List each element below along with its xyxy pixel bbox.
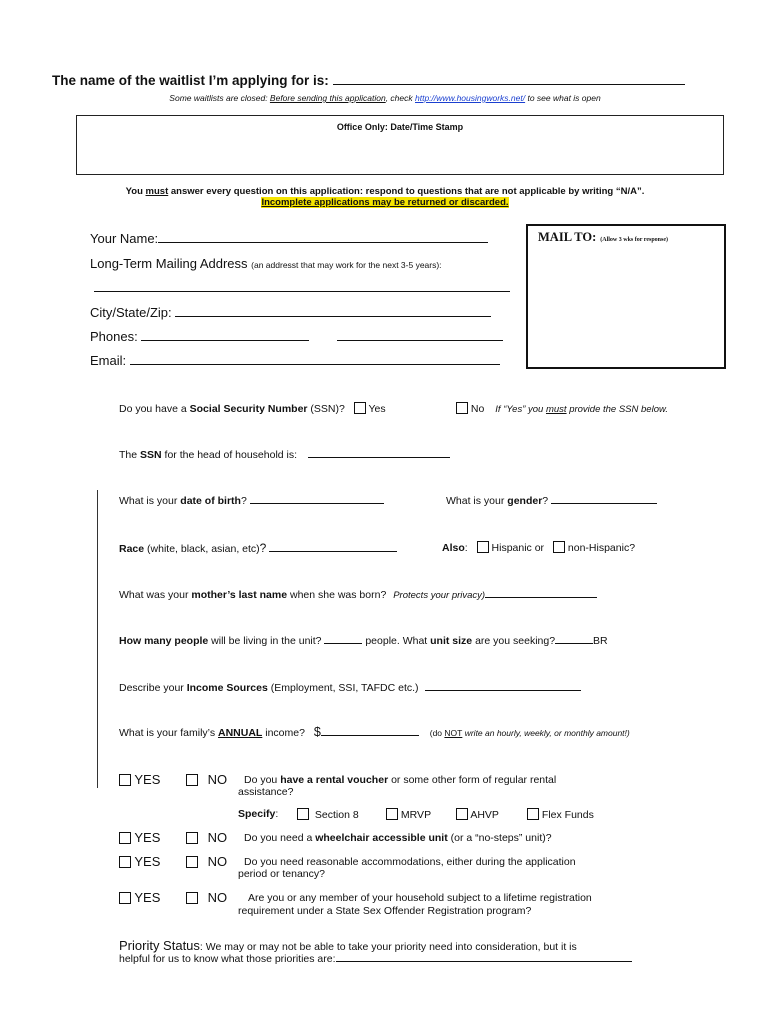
income-sources-field[interactable]: Describe your Income Sources (Employment, SSI, TAFDC etc.) <box>119 680 581 694</box>
offender-yes-option: YES <box>119 890 160 905</box>
mail-to-label: MAIL TO: (Allow 3 wks for response) <box>538 230 669 244</box>
wheelchair-question: Do you need a wheelchair accessible unit (or a “no-steps” unit)? <box>244 832 552 844</box>
voucher-question-line2: assistance? <box>238 786 294 798</box>
mailing-address-label: Long-Term Mailing Address (an addresst that may work for the next 3-5 years): <box>90 256 442 271</box>
mother-name-line[interactable] <box>485 587 597 598</box>
priority-status: Priority Status: We may or may not be able to take your priority need into consideration, but it is <box>119 938 577 953</box>
ssn-head-field[interactable]: The SSN for the head of household is: <box>119 447 450 461</box>
unit-size-line[interactable] <box>555 633 593 644</box>
ssn-line[interactable] <box>308 447 450 458</box>
race-field[interactable]: Race (white, black, asian, etc)? <box>119 541 397 555</box>
ssn-yes-checkbox[interactable] <box>354 402 366 414</box>
section8-checkbox[interactable] <box>297 808 309 820</box>
waitlist-name-line[interactable] <box>333 72 685 85</box>
housingworks-link[interactable]: http://www.housingworks.net/ <box>415 93 526 103</box>
city-line[interactable] <box>175 304 491 317</box>
voucher-no-checkbox[interactable] <box>186 774 198 786</box>
voucher-specify: Specify: <box>238 808 279 820</box>
phone-line-1[interactable] <box>141 328 309 341</box>
wheelchair-yes-option: YES <box>119 830 160 845</box>
accommodations-question-line2: period or tenancy? <box>238 868 325 880</box>
priority-field[interactable]: helpful for us to know what those priorities are: <box>119 951 632 965</box>
offender-no-checkbox[interactable] <box>186 892 198 904</box>
annual-income-field[interactable]: What is your family’s ANNUAL income? $ (do NOT write an hourly, weekly, or monthly amount!) <box>119 725 630 739</box>
accommodations-question: Do you need reasonable accommodations, either during the application <box>244 856 576 868</box>
ssn-no-option: No If “Yes” you must provide the SSN below. <box>456 402 668 415</box>
race-line[interactable] <box>269 541 397 552</box>
non-hispanic-checkbox[interactable] <box>553 541 565 553</box>
section8-option: Section 8 <box>297 808 359 821</box>
ahvp-option: AHVP <box>456 808 499 821</box>
ssn-no-checkbox[interactable] <box>456 402 468 414</box>
income-sources-line[interactable] <box>425 680 581 691</box>
incomplete-warning: Incomplete applications may be returned or discarded. <box>261 197 509 208</box>
hispanic-checkbox[interactable] <box>477 541 489 553</box>
wheelchair-no-checkbox[interactable] <box>186 832 198 844</box>
priority-line[interactable] <box>336 951 632 962</box>
offender-question-line2: requirement under a State Sex Offender Registration program? <box>238 905 532 917</box>
mother-name-field[interactable]: What was your mother’s last name when she was born? Protects your privacy) <box>119 587 597 601</box>
office-stamp-label: Office Only: Date/Time Stamp <box>336 122 464 132</box>
email-line[interactable] <box>130 352 500 365</box>
flex-funds-option: Flex Funds <box>527 808 594 821</box>
waitlist-title: The name of the waitlist I’m applying for is: <box>52 73 329 88</box>
accommodations-yes-option: YES <box>119 854 160 869</box>
dob-line[interactable] <box>250 493 384 504</box>
mrvp-option: MRVP <box>386 808 431 821</box>
waitlist-name-field[interactable] <box>52 72 685 88</box>
ssn-question: Do you have a Social Security Number (SSN)? Yes <box>119 403 386 415</box>
voucher-no-option: NO <box>186 772 227 787</box>
office-stamp-box <box>76 115 724 175</box>
phones-field[interactable]: Phones: <box>90 328 503 344</box>
gender-line[interactable] <box>551 493 657 504</box>
household-size-field[interactable]: How many people will be living in the unit? people. What unit size are you seeking? BR <box>119 635 608 647</box>
name-field[interactable]: Your Name: <box>90 230 488 246</box>
gender-field[interactable]: What is your gender? <box>446 493 657 507</box>
name-line[interactable] <box>158 230 488 243</box>
instructions-line: You must answer every question on this application: respond to questions that are not applicable by writing “N/A”. <box>125 186 645 197</box>
accommodations-no-checkbox[interactable] <box>186 856 198 868</box>
margin-bar <box>97 490 98 788</box>
annual-income-line[interactable] <box>321 725 419 736</box>
mrvp-checkbox[interactable] <box>386 808 398 820</box>
phone-line-2[interactable] <box>337 328 503 341</box>
voucher-yes-option: YES <box>119 772 160 787</box>
mailing-address-line[interactable] <box>94 291 510 292</box>
offender-yes-checkbox[interactable] <box>119 892 131 904</box>
accommodations-no-option: NO <box>186 854 227 869</box>
dob-field[interactable]: What is your date of birth? <box>119 493 384 507</box>
ahvp-checkbox[interactable] <box>456 808 468 820</box>
accommodations-yes-checkbox[interactable] <box>119 856 131 868</box>
offender-no-option: NO <box>186 890 227 905</box>
waitlist-note: Some waitlists are closed: Before sending this application, check http://www.housingworks.net/ to see what is open <box>169 93 601 103</box>
flex-funds-checkbox[interactable] <box>527 808 539 820</box>
wheelchair-yes-checkbox[interactable] <box>119 832 131 844</box>
voucher-question: Do you have a rental voucher or some other form of regular rental <box>244 774 557 786</box>
city-field[interactable]: City/State/Zip: <box>90 304 491 320</box>
email-field[interactable]: Email: <box>90 352 500 368</box>
mail-to-box <box>526 224 726 369</box>
wheelchair-no-option: NO <box>186 830 227 845</box>
voucher-yes-checkbox[interactable] <box>119 774 131 786</box>
ethnicity-options: Also: Hispanic or non-Hispanic? <box>442 542 636 554</box>
people-count-line[interactable] <box>324 633 362 644</box>
offender-question: Are you or any member of your household subject to a lifetime registration <box>248 892 592 904</box>
